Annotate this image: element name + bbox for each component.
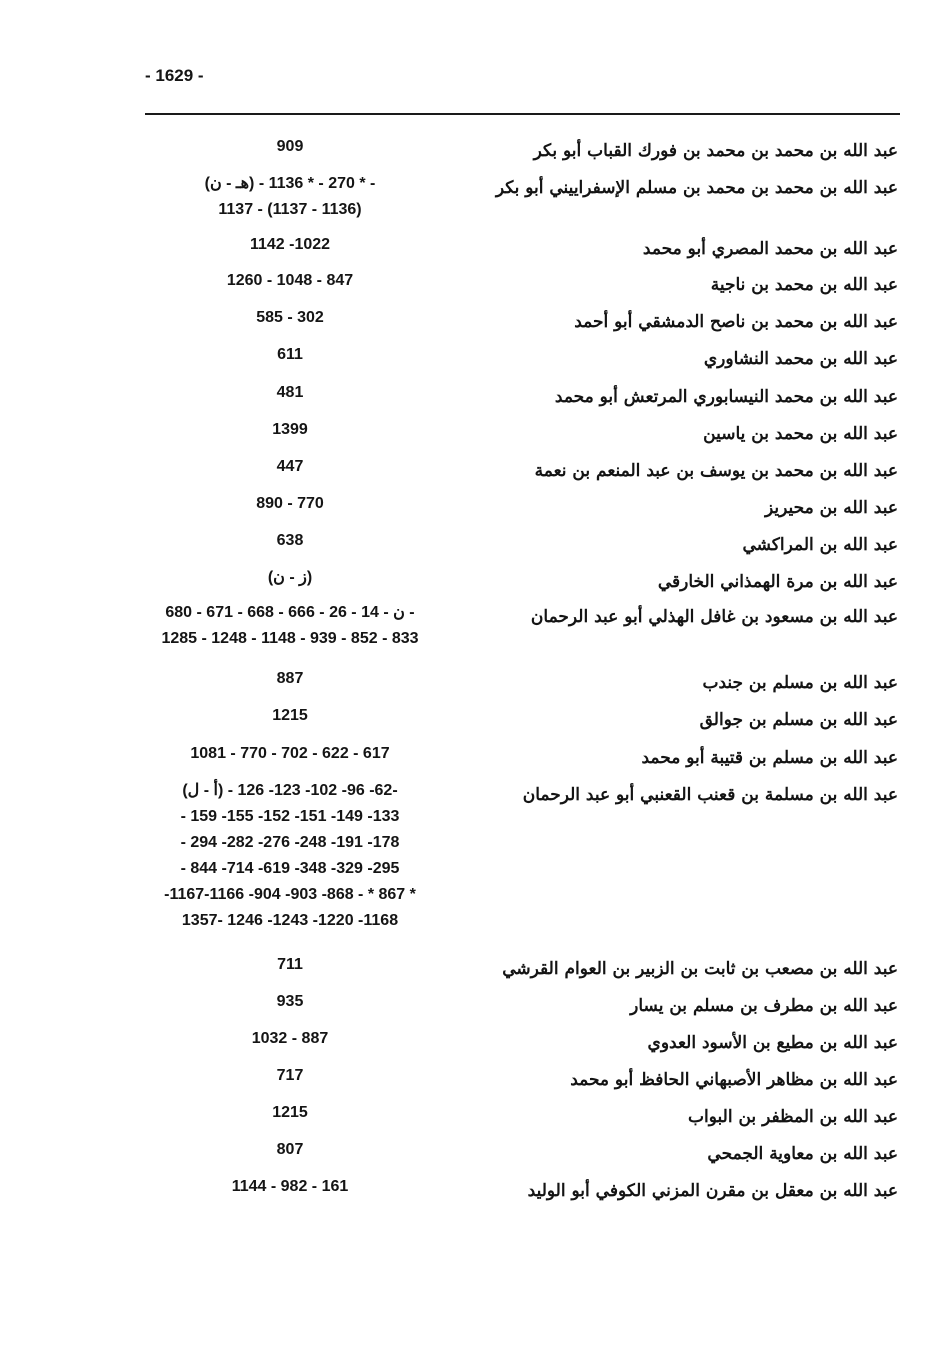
index-entry [120,134,910,174]
index-entry [120,528,910,568]
entry-page-refs [120,1063,460,1089]
page-ref-line: 1215 [272,1104,308,1121]
entry-page-refs [120,1174,460,1200]
entry-name: عبد الله بن مطرف بن مسلم بن يسار [630,996,898,1016]
index-entry [120,1174,910,1214]
entry-name: عبد الله بن محيريز [765,498,898,518]
index-entry [120,342,910,382]
entry-page-refs [120,703,460,729]
page-ref-line: (أ - ل) - 62- 96- 102- 123- 126- [182,782,398,799]
entry-page-refs [120,268,460,294]
entry-page-refs [120,666,460,692]
page-ref-line: 1399 [272,421,308,438]
entry-name: عبد الله بن محمد بن محمد بن فورك القباب أبو بكر [533,141,898,161]
index-entry [120,989,910,1029]
entry-page-refs [120,1026,460,1052]
page-ref-line: 1215 [272,707,308,724]
index-entry [120,232,910,272]
entry-name: عبد الله بن مصعب بن ثابت بن الزبير بن العوام القرشي [502,959,898,979]
entry-name: عبد الله بن محمد بن ياسين [703,424,898,444]
entry-page-refs [120,417,460,443]
entry-page-refs [120,171,460,223]
index-entry [120,741,910,781]
index-entry [120,380,910,420]
page-ref-line: 447 [276,458,304,475]
entry-page-refs [120,342,460,368]
page-ref-line: 1137 - (1137 - 1136) [218,201,362,218]
page-ref-line: 717 [276,1067,304,1084]
entry-name: عبد الله بن مسلم بن جوالق [699,710,898,730]
entry-page-refs [120,1137,460,1163]
entry-page-refs [120,989,460,1015]
page-ref-line: 1142 -1022 [249,236,331,253]
entry-name: عبد الله بن محمد النيسابوري المرتعش أبو محمد [554,387,898,407]
entry-page-refs [120,952,460,978]
page-ref-line: 807 [276,1141,304,1158]
page-ref-line: 585 - 302 [256,309,324,326]
page-ref-line: 611 [277,346,303,363]
page-ref-line: ن - 14 - 26 - 666 - 668 - 671 - 680 - [165,604,415,621]
page-ref-line: 909 [276,138,304,155]
page-ref-line: 935 [276,993,304,1010]
entry-page-refs [120,380,460,406]
page-number: - 1629 - [145,66,204,85]
index-entry [120,1100,910,1140]
entry-name: عبد الله بن مظاهر الأصبهاني الحافظ أبو محمد [570,1070,898,1090]
index-entry [120,417,910,457]
page-ref-line: (ز - ن) [267,569,313,586]
page-ref-line: 1032 - 887 [251,1030,329,1047]
page-ref-line: - 294 -282 -276 -248 -191 -178 [180,834,400,851]
page-ref-line: -1167-1166 -904 -903 -868 - * 867 * [164,886,416,903]
page-ref-line: - 159 -155 -152 -151 -149 -133 [180,808,400,825]
entry-name: عبد الله بن محمد المصري أبو محمد [642,239,898,259]
entry-name: عبد الله بن المظفر بن البواب [688,1107,898,1127]
entry-page-refs [120,1100,460,1126]
index-entry [120,171,910,218]
entry-page-refs [120,600,460,652]
page-ref-line: 638 [276,532,304,549]
entry-page-refs [120,491,460,517]
index-entry [120,491,910,531]
entry-name: عبد الله بن محمد بن ناجية [710,275,898,295]
entry-page-refs [120,565,460,591]
page-ref-line: 887 [276,670,304,687]
entry-page-refs [120,778,460,934]
entry-name: عبد الله بن معاوية الجمحي [707,1144,898,1164]
entry-name: عبد الله بن معقل بن مقرن المزني الكوفي أبو الوليد [527,1181,898,1201]
entry-name: عبد الله بن محمد بن يوسف بن عبد المنعم بن نعمة [534,461,898,481]
page-ref-line: 481 [276,384,304,401]
entry-page-refs [120,134,460,160]
entry-name: عبد الله بن مسلم بن قتيبة أبو محمد [641,748,898,768]
page-ref-line: 1357- 1246 -1243 -1220 -1168 [181,912,399,929]
entry-name: عبد الله بن مرة الهمذاني الخارقي [657,572,898,592]
page-ref-line: - 844 -714 -619 -348 -329 -295 [180,860,400,877]
index-entry [120,1063,910,1103]
index-entry [120,703,910,743]
entry-page-refs [120,305,460,331]
page-ref-line: 890 - 770 [256,495,324,512]
index-entry [120,952,910,992]
entry-page-refs [120,741,460,767]
entry-name: عبد الله بن محمد النشاوري [703,349,898,369]
entry-page-refs [120,232,460,258]
index-entry [120,1026,910,1066]
entry-page-refs [120,528,460,554]
page-ref-line: 711 [277,956,303,973]
index-entry [120,778,910,929]
entry-name: عبد الله بن محمد بن محمد بن مسلم الإسفراييني أبو بكر [495,178,898,198]
index-entry [120,1137,910,1177]
page-ref-line: 1260 - 1048 - 847 [226,272,354,289]
index-entry [120,666,910,706]
entry-name: عبد الله بن محمد بن ناصح الدمشقي أبو أحمد [574,312,898,332]
page-ref-line: 1144 - 982 - 161 [231,1178,349,1195]
index-entry [120,454,910,494]
page-ref-line: 1081 - 770 - 702 - 622 - 617 [190,745,390,762]
entry-name: عبد الله بن المراكشي [742,535,898,555]
page-ref-line: (هـ - ن) - 270 - * 1136 * - [204,175,376,192]
index-entry [120,305,910,345]
entry-page-refs [120,454,460,480]
entry-name: عبد الله بن مسعود بن غافل الهذلي أبو عبد الرحمان [530,607,898,627]
index-entry [120,268,910,308]
entry-name: عبد الله بن مسلمة بن قعنب القعنبي أبو عبد الرحمان [522,785,898,805]
index-entry [120,565,910,605]
index-entry [120,600,910,647]
page-ref-line: 1285 - 1248 - 1148 - 939 - 852 - 833 [161,630,419,647]
entry-name: عبد الله بن مطيع بن الأسود العدوي [647,1033,898,1053]
entry-name: عبد الله بن مسلم بن جندب [702,673,898,693]
